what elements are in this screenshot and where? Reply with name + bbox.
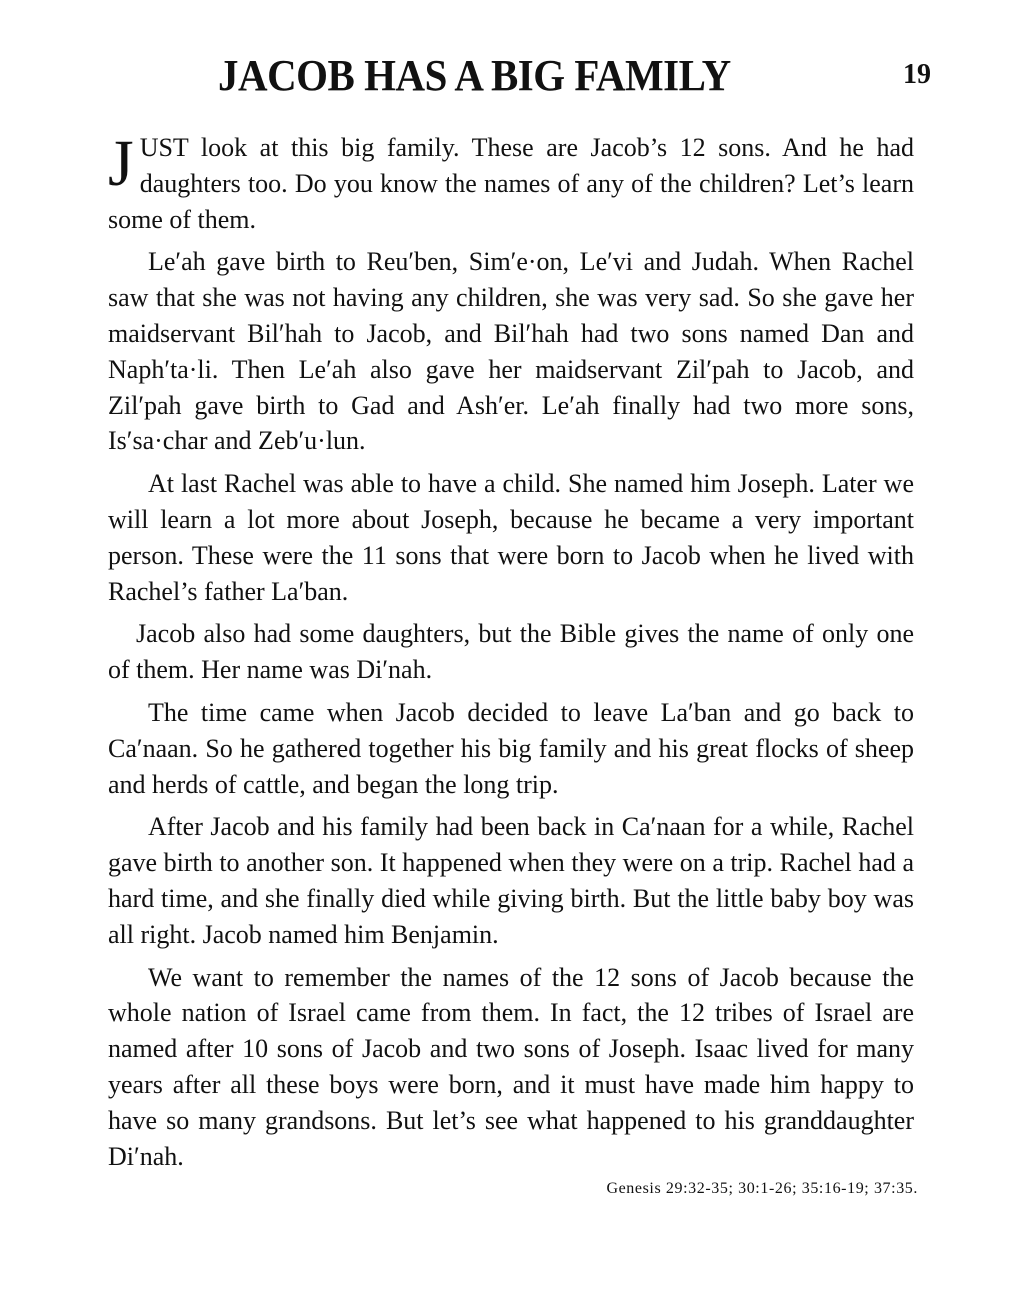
paragraph-1 xyxy=(108,127,914,237)
paragraph-7: We want to remember the names of the 12 sons of Jacob because the whole nation of Israel came from them. In fact, the 12 tribes of Israel are named after 10 sons of Jacob and two sons of Joseph. Isaac lived for many years after all these boys were born, and it must have made him happy to have so many grandsons. But let’s see what happened to his granddaughter Di′nah. xyxy=(108,962,914,1171)
paragraph-1-text: UST look at this big family. These are Jacob’s 12 sons. And he had daughters too. Do you know the names of any of the children? Let’s learn some of them. xyxy=(108,133,914,234)
paragraph-3: At last Rachel was able to have a child. She named him Joseph. Later we will learn a lot more about Joseph, because he became a very important person. These were the 11 sons that were born to Jacob when he lived with Rachel’s father La′ban. xyxy=(108,469,914,606)
story-body xyxy=(108,127,914,1181)
paragraph-2: Le′ah gave birth to Reu′ben, Sim′e·on, Le′vi and Judah. When Rachel saw that she was not having any children, she was very sad. So she gave her maidservant Bil′hah to Jacob, and Bil′hah had two sons named Dan and Naph′ta·li. Then Le′ah also gave her maidservant Zil′pah to Jacob, and Zil′pah gave birth to Gad and Ash′er. Le′ah finally had two more sons, Is′sa·char and Zeb′u·lun. xyxy=(108,247,914,456)
drop-cap-letter: J xyxy=(108,127,134,200)
page-number: 19 xyxy=(903,59,931,90)
page-title: JACOB HAS A BIG FAMILY xyxy=(218,51,731,100)
scripture-citation: Genesis 29:32-35; 30:1-26; 35:16-19; 37:35. xyxy=(606,1180,918,1197)
paragraph-5: The time came when Jacob decided to leave La′ban and go back to Ca′naan. So he gathered together his big family and his great flocks of sheep and herds of cattle, and began the long trip. xyxy=(108,697,914,799)
paragraph-4: Jacob also had some daughters, but the Bible gives the name of only one of them. Her name was Di′nah. xyxy=(108,619,914,685)
paragraph-6: After Jacob and his family had been back in Ca′naan for a while, Rachel gave birth to another son. It happened when they were on a trip. Rachel had a hard time, and she finally died while giving birth. But the little baby boy was all right. Jacob named him Benjamin. xyxy=(108,812,914,949)
